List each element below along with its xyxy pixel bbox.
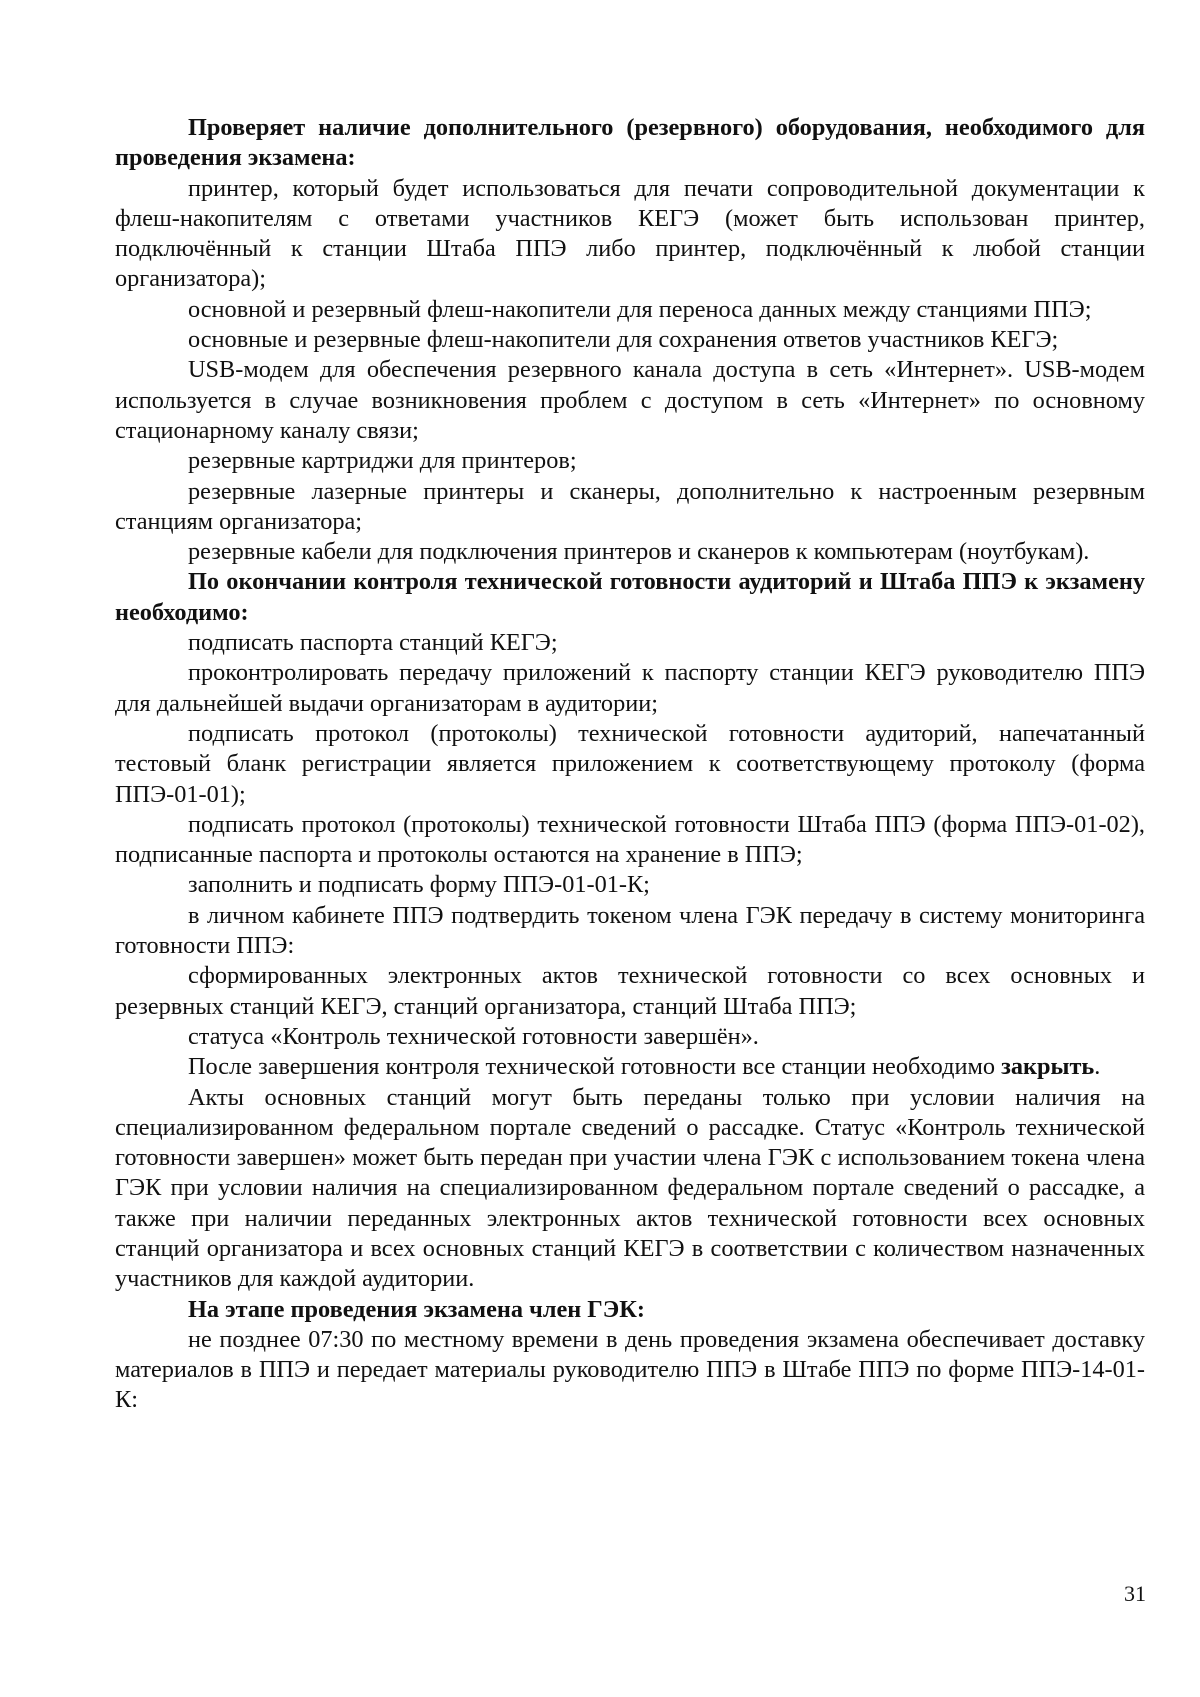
paragraph — [115, 961, 1145, 1022]
heading-text: Проверяет наличие дополнительного (резервного) оборудования, необходимого для проведения экзамена: — [115, 114, 1145, 172]
paragraph-text: резервные кабели для подключения принтеров и сканеров к компьютерам (ноутбукам). — [188, 538, 1090, 566]
paragraph-text: в личном кабинете ППЭ подтвердить токеном члена ГЭК передачу в систему мониторинга готовности ППЭ: — [115, 901, 1145, 960]
paragraph-text: заполнить и подписать форму ППЭ-01-01-К; — [188, 871, 650, 899]
paragraph — [115, 901, 1145, 962]
paragraph — [115, 174, 1145, 295]
heading-text: На этапе проведения экзамена член ГЭК: — [188, 1295, 645, 1323]
paragraph-text: подписать протокол (протоколы) технической готовности Штаба ППЭ (форма ППЭ-01-02), подписанные паспорта и протоколы остаются на хранение в ППЭ; — [115, 810, 1145, 869]
paragraph-text: не позднее 07:30 по местному времени в день проведения экзамена обеспечивает доставку материалов в ППЭ и передает материалы руководителю ППЭ в Штабе ППЭ по форме ППЭ-14-01-К: — [115, 1325, 1145, 1414]
page-number: 31 — [1124, 1581, 1146, 1606]
heading-exam-stage — [115, 1295, 1145, 1325]
paragraph — [115, 810, 1145, 871]
paragraph — [115, 325, 1145, 355]
heading-after-control — [115, 567, 1145, 628]
paragraph — [115, 870, 1145, 900]
paragraph-text: Акты основных станций могут быть переданы только при условии наличия на специализированном федеральном портале сведений о рассадке. Статус «Контроль технической готовности завершен» может быть передан при участии члена ГЭК с использованием токена члена ГЭК при условии наличия на специализированном федеральном портале сведений о рассадке, а также при наличии переданных электронных актов технической готовности всех основных станций организатора и всех основных станций КЕГЭ в соответствии с количеством назначенных участников для каждой аудитории. — [115, 1083, 1145, 1293]
paragraph-text: принтер, который будет использоваться для печати сопроводительной документации к флеш-накопителям с ответами участников КЕГЭ (может быть использован принтер, подключённый к станции Штаба ППЭ либо принтер, подключённый к любой станции организатора); — [115, 174, 1145, 293]
paragraph-text: После завершения контроля технической готовности все станции необходимо — [188, 1053, 995, 1081]
paragraph — [115, 537, 1145, 567]
paragraph-text: резервные картриджи для принтеров; — [188, 447, 577, 475]
heading-reserve-equipment — [115, 113, 1145, 174]
paragraph — [115, 658, 1145, 719]
paragraph — [115, 355, 1145, 446]
paragraph-text: проконтролировать передачу приложений к паспорту станции КЕГЭ руководителю ППЭ для дальнейшей выдачи организаторам в аудитории; — [115, 659, 1145, 717]
heading-text: По окончании контроля технической готовности аудиторий и Штаба ППЭ к экзамену необходимо: — [115, 568, 1145, 626]
paragraph — [115, 446, 1145, 476]
paragraph-text: подписать паспорта станций КЕГЭ; — [188, 629, 558, 657]
paragraph-text: основной и резервный флеш-накопители для переноса данных между станциями ППЭ; — [188, 295, 1092, 323]
emphasis-text: закрыть — [1001, 1053, 1095, 1081]
paragraph — [115, 719, 1145, 810]
paragraph — [115, 1022, 1145, 1052]
paragraph-tail: . — [1094, 1053, 1101, 1081]
paragraph-text: основные и резервные флеш-накопители для сохранения ответов участников КЕГЭ; — [188, 326, 1059, 354]
paragraph-text: сформированных электронных актов технической готовности со всех основных и резервных станций КЕГЭ, станций организатора, станций Штаба ППЭ; — [115, 962, 1145, 1020]
document-body — [115, 113, 1145, 1416]
paragraph-text: резервные лазерные принтеры и сканеры, дополнительно к настроенным резервным станциям организатора; — [115, 477, 1145, 535]
paragraph — [115, 295, 1145, 325]
paragraph — [115, 628, 1145, 658]
paragraph-close-stations — [115, 1052, 1145, 1082]
paragraph-text: статуса «Контроль технической готовности завершён». — [188, 1022, 759, 1050]
paragraph-text: подписать протокол (протоколы) технической готовности аудиторий, напечатанный тестовый бланк регистрации является приложением к соответствующему протоколу (форма ППЭ-01-01); — [115, 719, 1145, 808]
paragraph — [115, 1083, 1145, 1295]
paragraph-text: USB-модем для обеспечения резервного канала доступа в сеть «Интернет». USB-модем используется в случае возникновения проблем с доступом в сеть «Интернет» по основному стационарному каналу связи; — [115, 356, 1145, 444]
paragraph — [115, 477, 1145, 538]
paragraph — [115, 1325, 1145, 1416]
